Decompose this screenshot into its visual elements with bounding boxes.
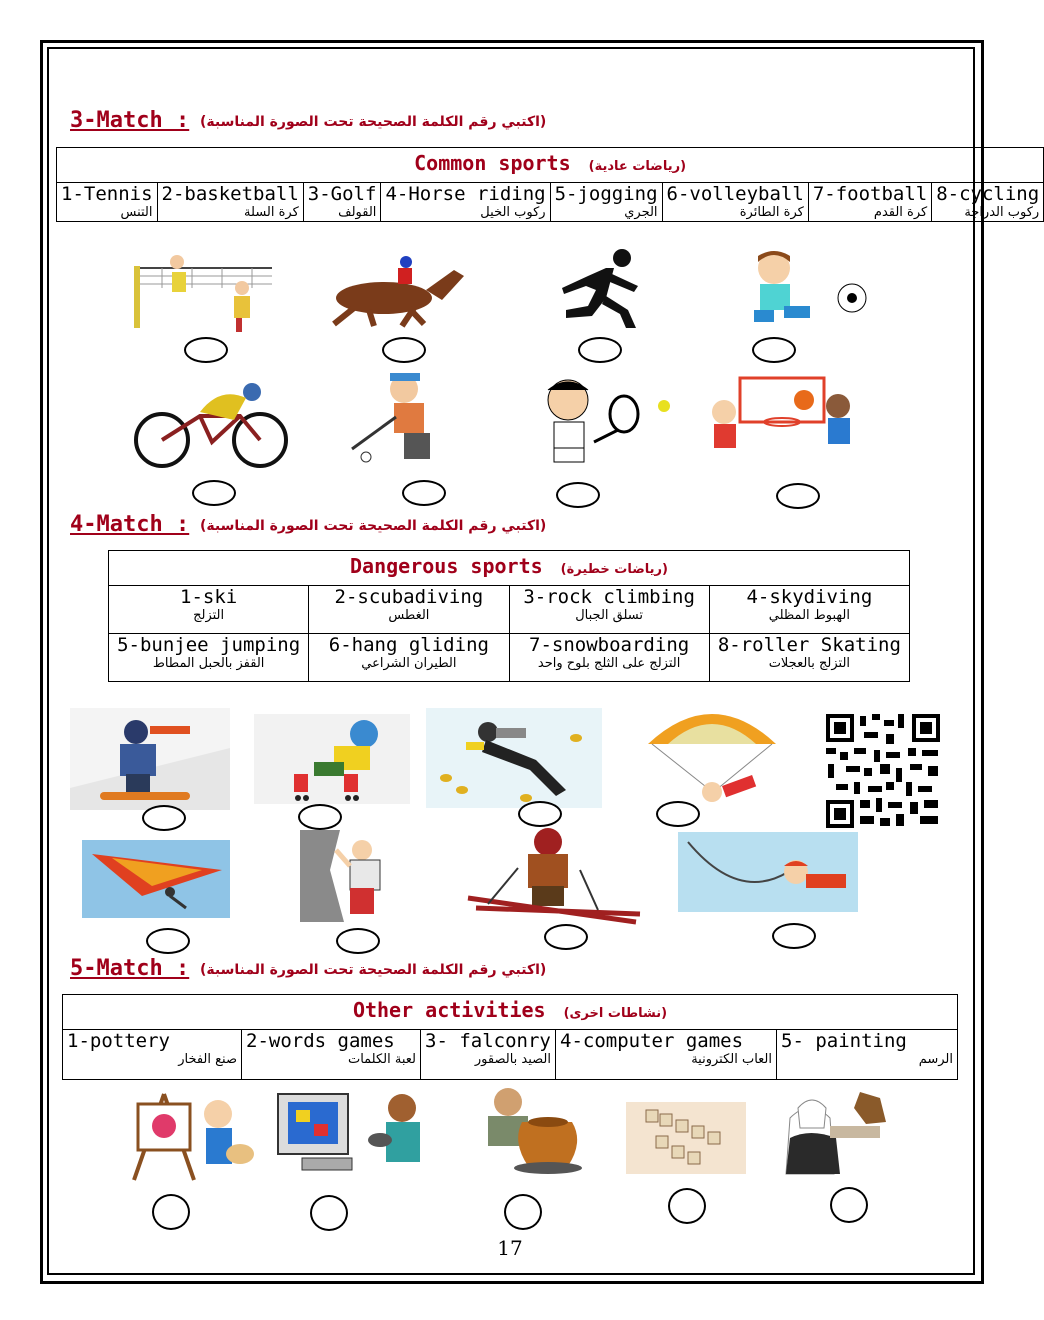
word-painting: 5- painting: [781, 1030, 907, 1052]
word-rock-climbing: 3-rock climbing: [523, 586, 695, 608]
qr-code: [824, 712, 942, 830]
answer-oval[interactable]: [656, 801, 700, 827]
answer-oval[interactable]: [142, 805, 186, 831]
dangerous-sports-header: Dangerous sports (رياضات خطيرة): [109, 551, 910, 586]
section3-instruction: (اكتبي رقم الكلمة الصحيحة تحت الصورة المناسبة): [200, 114, 547, 130]
answer-oval[interactable]: [544, 924, 588, 950]
answer-oval[interactable]: [578, 337, 622, 363]
word-volleyball: 6-volleyball: [666, 183, 804, 205]
word-snowboarding: 7-snowboarding: [529, 634, 690, 656]
word-roller-skating: 8-roller Skating: [717, 634, 901, 656]
common-sports-header: Common sports (رياضات عادية): [57, 148, 1044, 183]
word-falconry: 3- falconry: [425, 1030, 551, 1052]
word-bunjee-jumping: 5-bunjee jumping: [117, 634, 301, 656]
rock-climbing-picture: [300, 830, 390, 922]
answer-oval[interactable]: [298, 804, 342, 830]
dangerous-sports-table: Dangerous sports (رياضات خطيرة) 1-ski التزلج 2-scubadiving الغطس 3-rock climbing تسلق الجبال 4-skydiving الهبوط المظلي 5-bunjee jumping القفز بالحبل المطاط 6-hang gliding الطيران الشراعي 7-snowboarding التزلج على الثلج بلوح واحد 8-roller Skating التزلج بالعجلات: [108, 550, 910, 682]
answer-oval[interactable]: [146, 928, 190, 954]
answer-circle[interactable]: [830, 1187, 868, 1223]
word-horse-riding: 4-Horse riding: [385, 183, 546, 205]
word-tennis: 1-Tennis: [61, 183, 153, 205]
section4-instruction: (اكتبي رقم الكلمة الصحيحة تحت الصورة المناسبة): [200, 518, 547, 534]
word-football: 7-football: [812, 183, 928, 205]
volleyball-picture: [132, 248, 280, 334]
basketball-picture: [684, 376, 882, 470]
answer-oval[interactable]: [336, 928, 380, 954]
word-pottery: 1-pottery: [67, 1030, 170, 1052]
answer-oval[interactable]: [776, 483, 820, 509]
answer-circle[interactable]: [310, 1195, 348, 1231]
answer-oval[interactable]: [772, 923, 816, 949]
horse-riding-picture: [314, 250, 474, 328]
section5-instruction: (اكتبي رقم الكلمة الصحيحة تحت الصورة المناسبة): [200, 962, 547, 978]
section3-title: 3-Match :: [70, 108, 190, 133]
answer-oval[interactable]: [402, 480, 446, 506]
roller-skating-picture: [254, 714, 410, 804]
falconry-picture: [780, 1078, 904, 1174]
pottery-picture: [462, 1082, 586, 1174]
bunjee-jumping-picture: [678, 832, 858, 912]
answer-circle[interactable]: [152, 1194, 190, 1230]
snowboarding-picture: [70, 708, 230, 810]
word-skydiving: 4-skydiving: [746, 586, 873, 608]
word-jogging: 5-jogging: [554, 183, 658, 205]
hang-gliding-picture: [82, 840, 230, 918]
other-activities-header: Other activities (نشاطات اخرى): [63, 995, 958, 1030]
skydiving-picture: [638, 704, 786, 814]
answer-oval[interactable]: [184, 337, 228, 363]
football-picture: [724, 246, 874, 334]
section4-title: 4-Match :: [70, 512, 190, 537]
answer-oval[interactable]: [752, 337, 796, 363]
answer-circle[interactable]: [504, 1194, 542, 1230]
word-computer-games: 4-computer games: [560, 1030, 744, 1052]
page-number: 17: [497, 1236, 523, 1260]
ski-picture: [448, 818, 648, 924]
tennis-picture: [520, 376, 676, 472]
common-sports-table: Common sports (رياضات عادية) 1-Tennis التنس 2-basketball كرة السلة 3-Golf القولف 4-Horse riding ركوب الخيل 5-jogging الجري 6-volleyball كرة الطائرة 7-football كرة القدم 8-cycling ركوب الدراجة: [56, 147, 1044, 222]
word-words-games: 2-words games: [246, 1030, 395, 1052]
word-cycling: 8-cycling: [936, 183, 1040, 205]
answer-oval[interactable]: [192, 480, 236, 506]
jogging-picture: [536, 246, 670, 332]
answer-oval[interactable]: [382, 337, 426, 363]
answer-circle[interactable]: [668, 1188, 706, 1224]
word-golf: 3-Golf: [307, 183, 377, 205]
word-ski: 1-ski: [180, 586, 238, 608]
golf-picture: [324, 373, 464, 465]
cycling-picture: [130, 380, 296, 470]
word-hang-gliding: 6-hang gliding: [328, 634, 489, 656]
word-basketball: 2-basketball: [161, 183, 299, 205]
section5-title: 5-Match :: [70, 956, 190, 981]
computer-games-picture: [272, 1086, 440, 1182]
scubadiving-picture: [426, 708, 602, 808]
words-games-picture: [626, 1102, 746, 1174]
answer-oval[interactable]: [556, 482, 600, 508]
word-scubadiving: 2-scubadiving: [334, 586, 484, 608]
painting-picture: [124, 1084, 258, 1184]
other-activities-table: Other activities (نشاطات اخرى) 1-pottery صنع الفخار 2-words games لعبة الكلمات 3- falconry الصيد بالصقور 4-computer games العاب الكترونية 5- painting الرسم: [62, 994, 958, 1080]
